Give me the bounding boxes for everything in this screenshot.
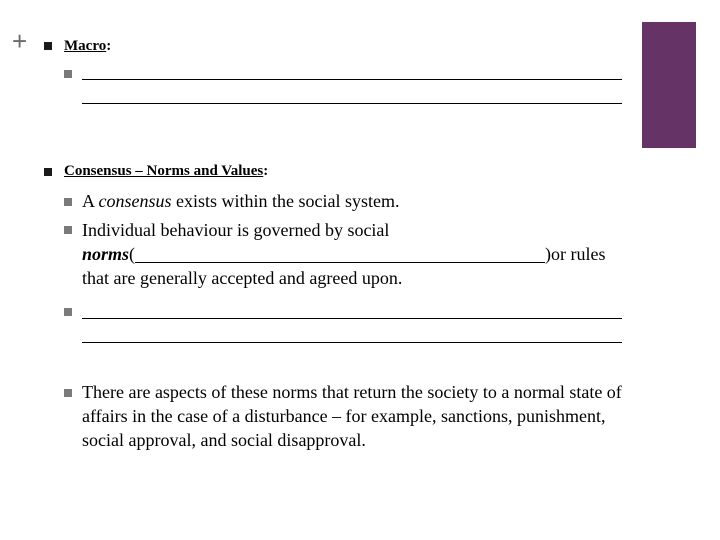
- consensus-term: consensus: [98, 191, 172, 211]
- consensus-bullet-2-line-3: that are generally accepted and agreed upon.: [82, 268, 403, 288]
- norms-term: norms: [82, 244, 130, 264]
- consensus-blank-line-1: [82, 318, 622, 319]
- square-bullet-icon: [64, 198, 72, 206]
- square-bullet-icon: [44, 42, 52, 50]
- consensus-bullet-1-prefix: A: [82, 191, 99, 211]
- norms-blank-line: [135, 244, 545, 263]
- plus-mark-icon: +: [12, 26, 28, 56]
- consensus-heading: [64, 162, 268, 180]
- macro-heading-colon: :: [106, 38, 112, 54]
- macro-heading-label: Macro: [64, 38, 107, 54]
- macro-blank-line-2: [82, 103, 622, 104]
- square-bullet-icon: [64, 389, 72, 397]
- macro-heading: [64, 37, 111, 55]
- consensus-bullet-1-suffix: exists within the social system.: [171, 191, 400, 211]
- consensus-heading-label: Consensus – Norms and Values: [64, 163, 264, 179]
- consensus-heading-colon: :: [263, 163, 269, 179]
- consensus-bullet-4: There are aspects of these norms that return the society to a normal state of affairs in the case of a disturbance – for example, sanctions, punishment, social approval, and social disapproval.: [82, 382, 622, 450]
- square-bullet-icon: [64, 226, 72, 234]
- consensus-blank-line-2: [82, 342, 622, 343]
- consensus-bullet-2-line-1: Individual behaviour is governed by social: [82, 220, 390, 240]
- accent-bar: [642, 22, 696, 148]
- norms-close-text: )or rules: [545, 244, 606, 264]
- macro-blank-line-1: [82, 79, 622, 80]
- square-bullet-icon: [64, 308, 72, 316]
- consensus-bullet-2: [82, 218, 627, 290]
- norms-open-paren: (: [129, 244, 136, 264]
- square-bullet-icon: [44, 168, 52, 176]
- square-bullet-icon: [64, 70, 72, 78]
- consensus-bullet-2-line-2: [82, 242, 627, 266]
- consensus-bullet-1: [82, 189, 627, 213]
